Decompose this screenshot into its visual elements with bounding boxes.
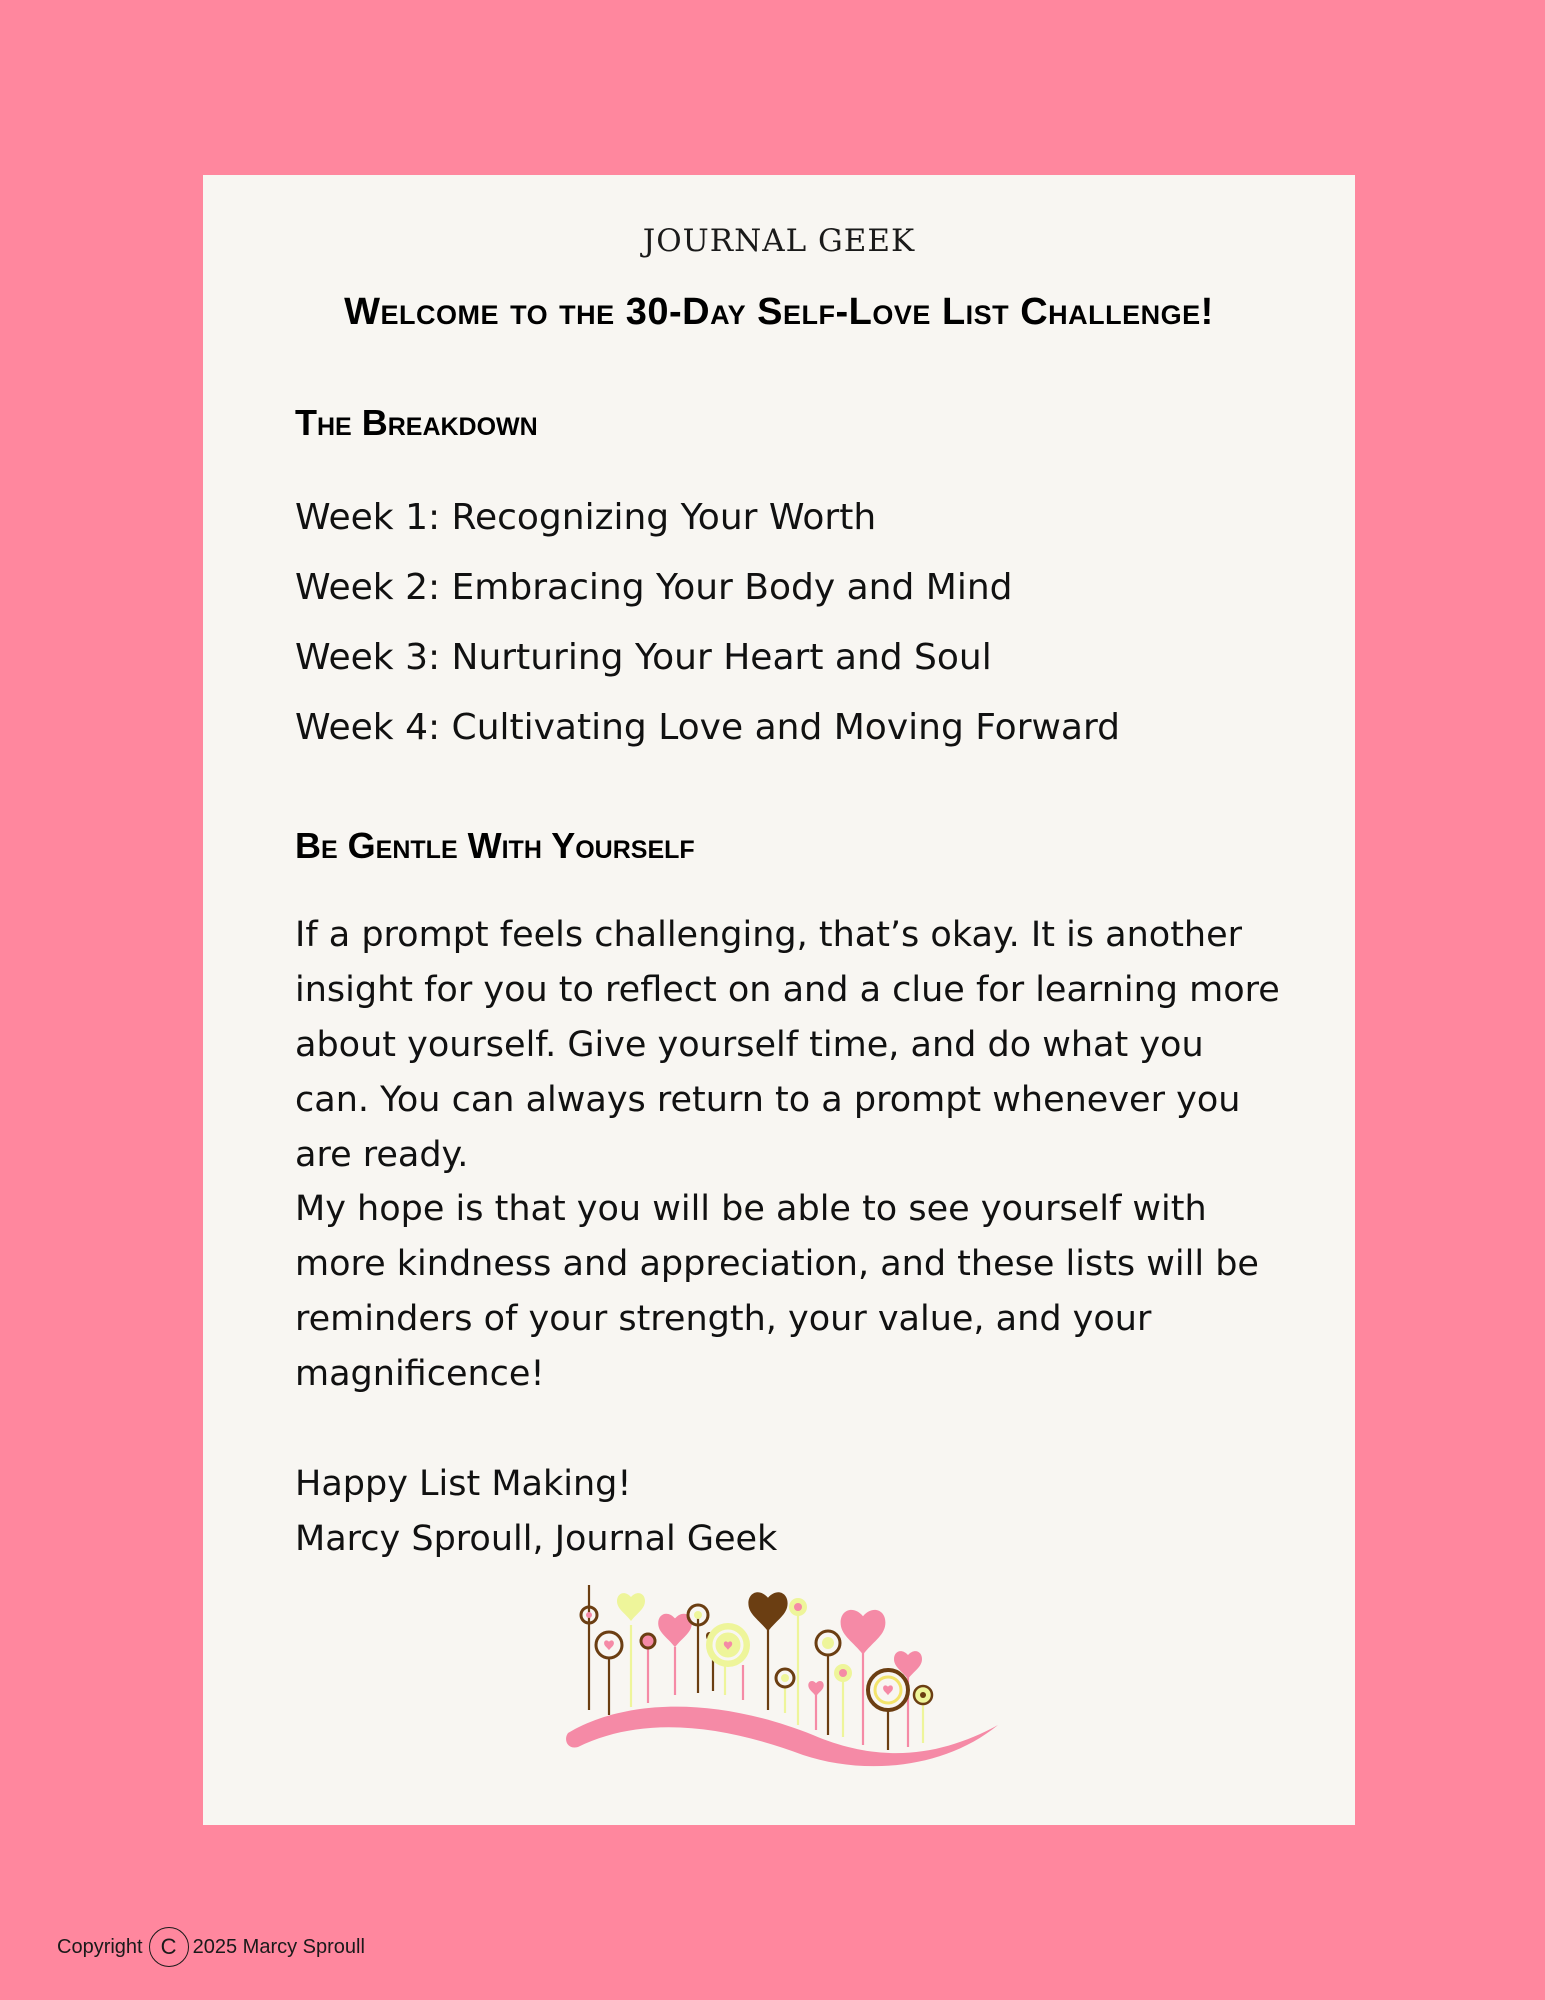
signoff-line: Happy List Making! bbox=[295, 1464, 632, 1504]
week-item: Week 2: Embracing Your Body and Mind bbox=[295, 567, 1013, 608]
copyright-icon: C bbox=[149, 1927, 189, 1967]
weeks-list bbox=[295, 483, 1120, 763]
week-item: Week 3: Nurturing Your Heart and Soul bbox=[295, 637, 992, 678]
hope-paragraph: My hope is that you will be able to see yourself with more kindness and appreciation, and these lists will be reminders of your strength, your value, and your magnificence! bbox=[295, 1189, 1259, 1394]
heart-flowers-icon bbox=[563, 1585, 1003, 1785]
signature: Marcy Sproull, Journal Geek bbox=[295, 1519, 778, 1559]
signoff bbox=[295, 1457, 777, 1567]
copyright-prefix: Copyright bbox=[57, 1935, 143, 1958]
week-item: Week 4: Cultivating Love and Moving Forward bbox=[295, 707, 1121, 748]
gentle-paragraph: If a prompt feels challenging, that’s okay. It is another insight for you to reflect on and a clue for learning more about yourself. Give yourself time, and do what you can. You can always return to a prompt whenever you are ready. bbox=[295, 915, 1280, 1175]
breakdown-heading: The Breakdown bbox=[295, 402, 538, 443]
brand-name: JOURNAL GEEK bbox=[642, 223, 916, 259]
copyright-notice bbox=[57, 1924, 365, 1970]
page-title: Welcome to the 30-Day Self-Love List Challenge! bbox=[344, 291, 1214, 333]
gentle-heading: Be Gentle With Yourself bbox=[295, 825, 695, 866]
copyright-suffix: 2025 Marcy Sproull bbox=[192, 1935, 365, 1958]
week-item: Week 1: Recognizing Your Worth bbox=[295, 497, 877, 538]
document-card bbox=[203, 175, 1355, 1825]
